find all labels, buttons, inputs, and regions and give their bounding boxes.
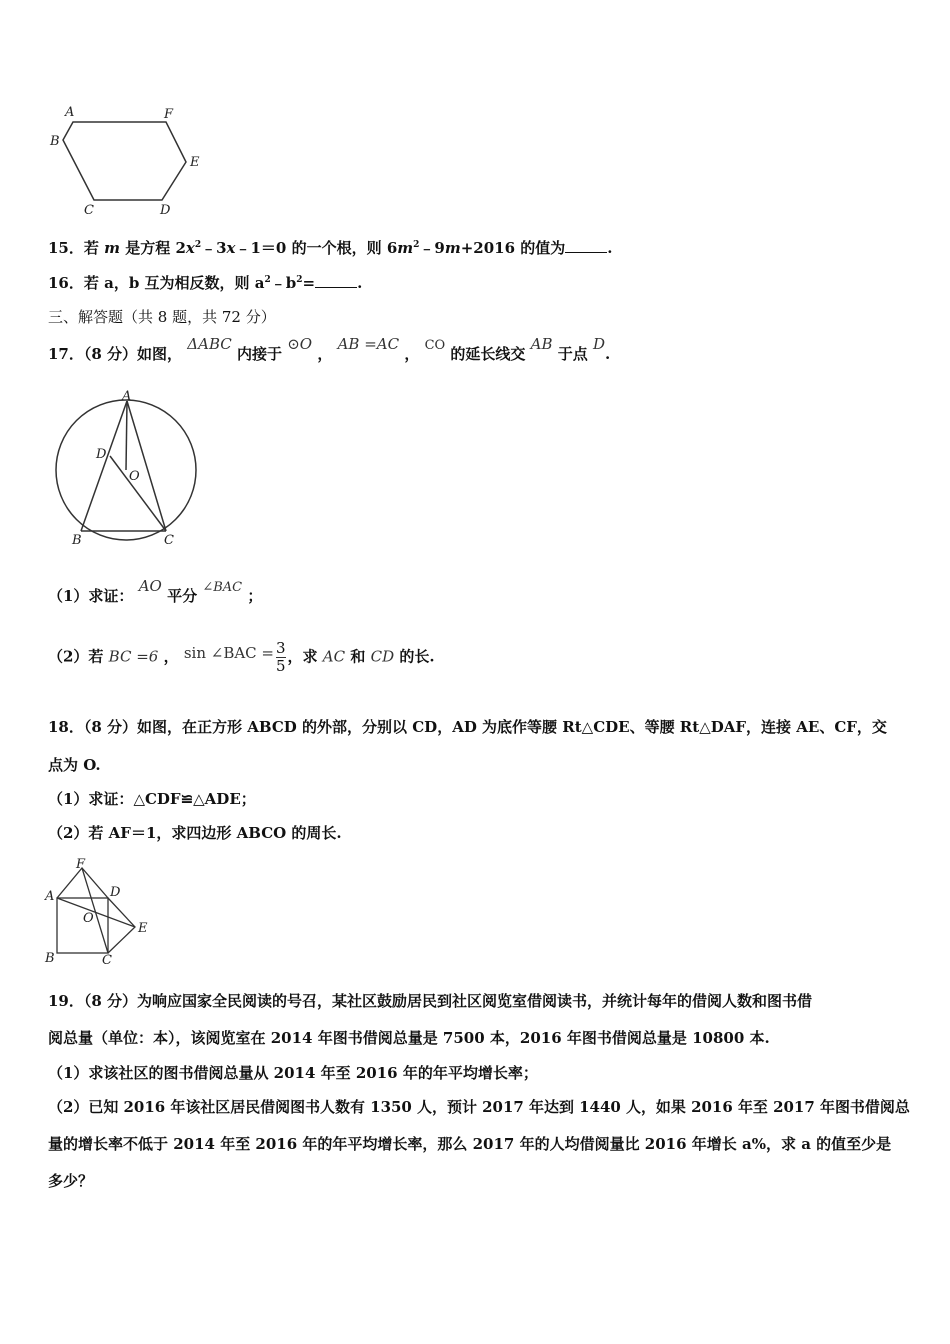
q17-p1-math: AO bbox=[138, 577, 162, 595]
q17-p2-sin: sin ∠BAC = bbox=[183, 643, 274, 662]
q17-intro: 17．（8 分）如图， bbox=[48, 345, 183, 363]
circle-label-d: D bbox=[96, 447, 107, 462]
hexagon-label-b: B bbox=[50, 134, 60, 149]
q16-text: = bbox=[302, 274, 316, 292]
section-title: 三、解答题（共 8 题，共 72 分） bbox=[48, 308, 276, 326]
q17-text: ， bbox=[317, 345, 333, 363]
q15-text: +2016 的值为 bbox=[460, 239, 566, 257]
q17-math: CO bbox=[424, 338, 446, 353]
q17-text: 内接于 bbox=[236, 345, 282, 363]
triangle-daf bbox=[57, 868, 108, 898]
q17-part-1 bbox=[48, 577, 263, 606]
circle-label-c: C bbox=[164, 533, 174, 548]
fraction-denominator: 5 bbox=[276, 657, 286, 675]
q17-p2-text: 的长. bbox=[399, 647, 435, 666]
q18-line-2: 点为 O. bbox=[48, 756, 101, 774]
q17-part-2 bbox=[48, 640, 435, 675]
q16-text: 16．若 a，b 互为相反数，则 a bbox=[48, 274, 265, 292]
q16-exponent: 2 bbox=[264, 275, 271, 285]
q19-part-2-line-1: （2）已知 2016 年该社区居民借阅图书人数有 1350 人，预计 2017 年达到 1440 人，如果 2016 年至 2017 年图书借阅总 bbox=[48, 1098, 910, 1116]
q17-math: D bbox=[593, 335, 606, 353]
segment-ac bbox=[127, 401, 166, 531]
q17-p2-text: ，求 bbox=[287, 647, 318, 666]
circle-figure bbox=[50, 388, 210, 553]
square-label-a: A bbox=[45, 889, 55, 904]
q15-answer-blank bbox=[565, 252, 607, 253]
circle-label-o: O bbox=[129, 469, 140, 484]
q15-text: ﹣3 bbox=[201, 239, 227, 257]
q19-part-2-line-3: 多少？ bbox=[48, 1172, 94, 1190]
square-label-d: D bbox=[110, 885, 121, 900]
square-label-c: C bbox=[102, 953, 112, 968]
square-label-f: F bbox=[76, 858, 86, 872]
q16-exponent: 2 bbox=[296, 275, 303, 285]
q17-text: ， bbox=[404, 345, 420, 363]
q17-p2-fraction bbox=[276, 640, 286, 675]
hexagon-label-a: A bbox=[65, 105, 75, 120]
q15-text: ﹣1＝0 的一个根，则 6 bbox=[235, 239, 398, 257]
q15-var-m: m bbox=[397, 239, 414, 257]
hexagon-label-f: F bbox=[164, 107, 174, 122]
q17-math: ΔABC bbox=[187, 335, 232, 353]
q17-p2-math: AC bbox=[322, 647, 346, 666]
q17-p1-text: 平分 bbox=[167, 587, 198, 605]
q15-exponent: 2 bbox=[194, 240, 202, 250]
q15-text: ﹣9 bbox=[419, 239, 445, 257]
q15-text: . bbox=[607, 239, 613, 257]
question-15 bbox=[48, 237, 613, 258]
q17-p2-text: ， bbox=[163, 647, 179, 666]
q19-line-2: 阅总量（单位：本），该阅览室在 2014 年图书借阅总量是 7500 本，2016 年图书借阅总量是 10800 本. bbox=[48, 1029, 770, 1047]
hexagon-label-e: E bbox=[190, 155, 200, 170]
q18-part-1: （1）求证：△CDF≌△ADE； bbox=[48, 790, 256, 808]
q15-var-m: m bbox=[104, 239, 120, 257]
hexagon-label-d: D bbox=[160, 203, 171, 218]
hexagon-figure bbox=[44, 100, 214, 220]
question-16 bbox=[48, 272, 362, 293]
q17-math: AB =AC bbox=[337, 335, 400, 353]
square-label-b: B bbox=[45, 951, 55, 966]
hexagon-shape bbox=[63, 122, 186, 200]
q15-text: 是方程 2 bbox=[125, 239, 186, 257]
circle-label-a: A bbox=[122, 389, 132, 404]
q16-text: . bbox=[357, 274, 363, 292]
q17-math: AB bbox=[530, 335, 553, 353]
q18-line-1: 18．（8 分）如图，在正方形 ABCD 的外部，分别以 CD，AD 为底作等腰 Rt△CDE、等腰 Rt△DAF，连接 AE、CF，交 bbox=[48, 718, 887, 736]
q18-part-2: （2）若 AF＝1，求四边形 ABCO 的周长. bbox=[48, 824, 342, 842]
q19-part-2-line-2: 量的增长率不低于 2014 年至 2016 年的年平均增长率，那么 2017 年的人均借阅量比 2016 年增长 a%，求 a 的值至少是 bbox=[48, 1135, 892, 1153]
q17-p1-text: ； bbox=[247, 587, 263, 605]
q19-line-1: 19．（8 分）为响应国家全民阅读的号召，某社区鼓励居民到社区阅览室借阅读书，并统计每年的借阅人数和图书借 bbox=[48, 992, 813, 1010]
q17-p2-label: （2）若 bbox=[48, 647, 104, 666]
q17-math: ⊙O bbox=[287, 335, 313, 353]
q17-p1-label: （1）求证： bbox=[48, 587, 134, 605]
q15-var-x: x bbox=[226, 239, 236, 257]
q16-text: ﹣b bbox=[270, 274, 297, 292]
q15-exponent: 2 bbox=[413, 240, 420, 250]
q15-text: 15．若 bbox=[48, 239, 99, 257]
q17-p2-math: BC =6 bbox=[108, 647, 159, 666]
q19-part-1: （1）求该社区的图书借阅总量从 2014 年至 2016 年的年平均增长率； bbox=[48, 1064, 538, 1082]
square-figure bbox=[42, 858, 157, 968]
segment-ao bbox=[126, 401, 127, 470]
q17-text: . bbox=[605, 345, 611, 363]
q15-var-m: m bbox=[444, 239, 461, 257]
q17-p2-text: 和 bbox=[350, 647, 366, 666]
q17-p1-math: ∠BAC bbox=[202, 580, 243, 595]
q15-var-x: x bbox=[185, 239, 195, 257]
segment-cd bbox=[110, 456, 166, 531]
square-label-o: O bbox=[83, 911, 94, 926]
q17-p2-math: CD bbox=[370, 647, 395, 666]
segment-ab bbox=[81, 401, 127, 531]
fraction-numerator: 3 bbox=[276, 639, 286, 657]
hexagon-label-c: C bbox=[84, 203, 94, 218]
q17-text: 于点 bbox=[557, 345, 588, 363]
q16-answer-blank bbox=[315, 287, 357, 288]
square-label-e: E bbox=[138, 921, 148, 936]
q17-text: 的延长线交 bbox=[450, 345, 526, 363]
question-17 bbox=[48, 335, 611, 364]
circle-label-b: B bbox=[72, 533, 82, 548]
